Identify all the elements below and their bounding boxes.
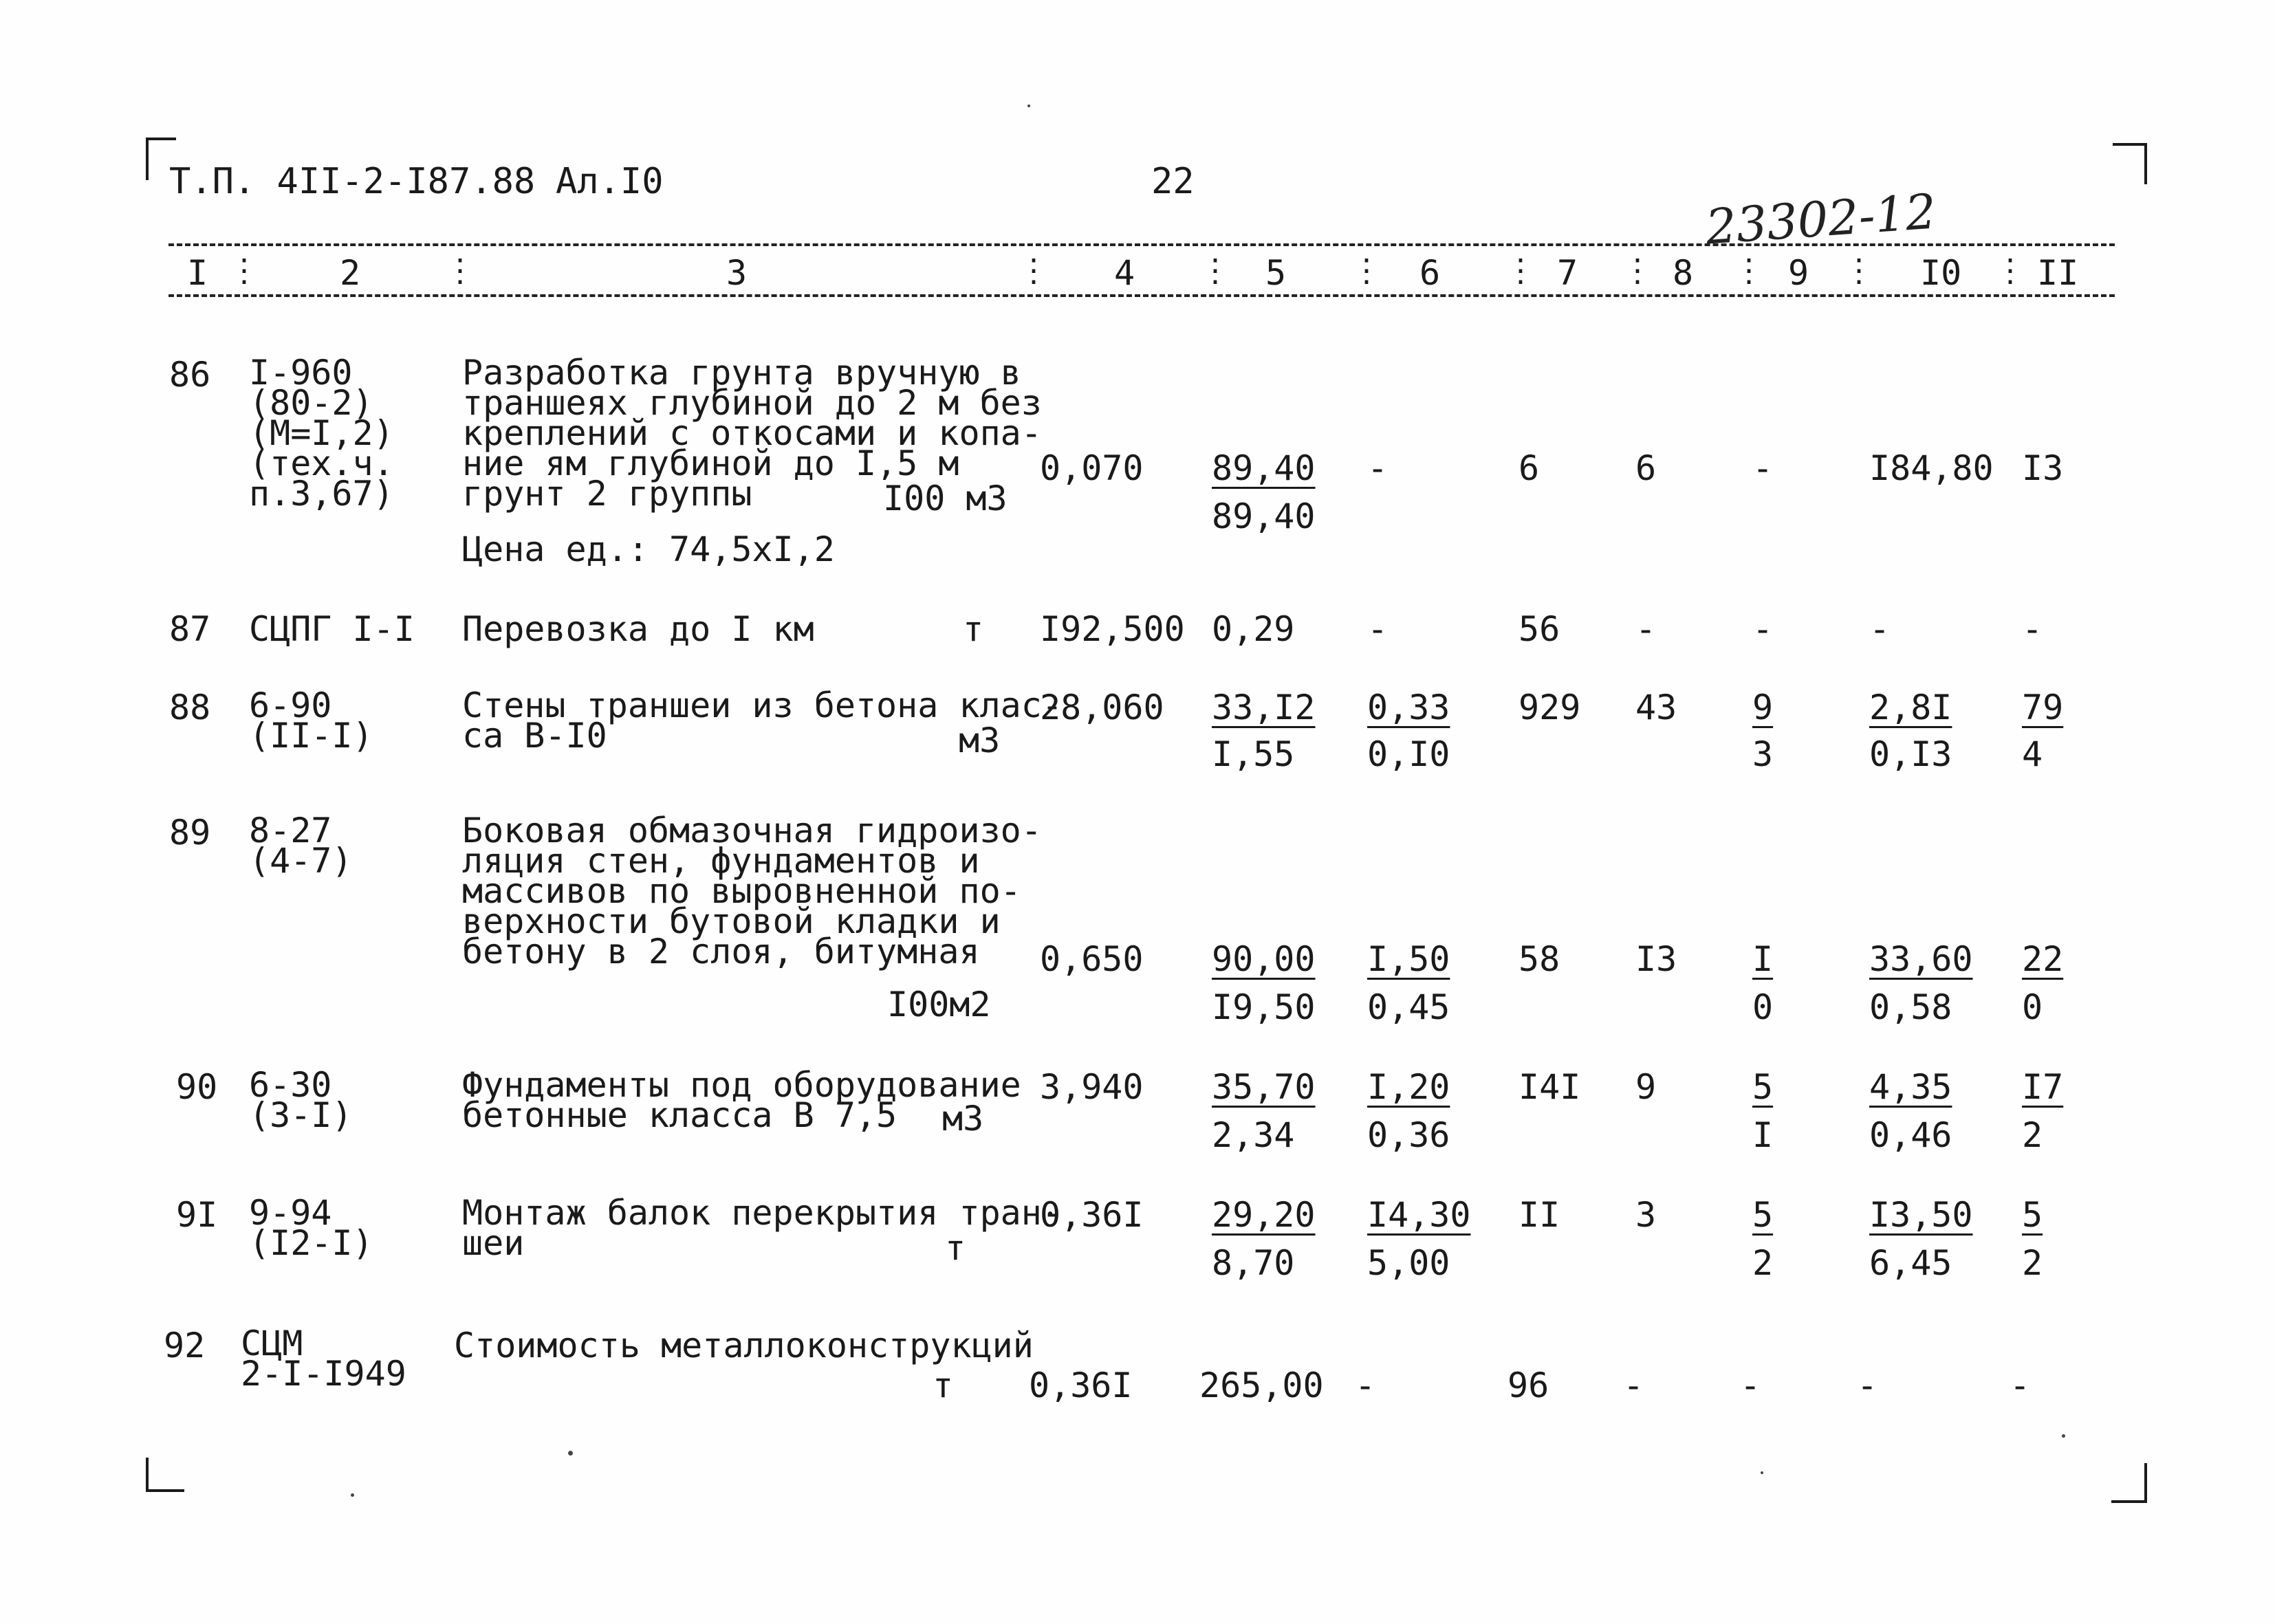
- work-description-line: Стоимость металлоконструкций: [454, 1326, 1034, 1365]
- column-11-top: -: [2010, 1365, 2031, 1405]
- cost-machines-bottom: 0,36: [1367, 1115, 1450, 1155]
- corner-mark-bottom-left: [146, 1458, 149, 1492]
- norm-code-line: 6-90: [249, 685, 332, 725]
- work-description-line: верхности бутовой кладки и: [462, 901, 1001, 941]
- column-9-top: -: [1752, 609, 1774, 649]
- unit-of-measure: т: [933, 1365, 954, 1405]
- cost-machines-top: I,20: [1367, 1067, 1450, 1107]
- norm-code-line: 6-30: [249, 1065, 332, 1105]
- column-9-top: 9: [1752, 688, 1774, 727]
- column-9-bottom: 0: [1752, 987, 1774, 1027]
- norm-code-line: СЦМ: [241, 1324, 303, 1363]
- norm-code-line: I-960: [249, 353, 353, 393]
- scan-speck: [568, 1451, 573, 1456]
- cost-total-bottom: 89,40: [1212, 496, 1316, 536]
- column-11-top: -: [2022, 609, 2043, 649]
- corner-mark-top-left: [146, 138, 176, 140]
- column-9-bottom: I: [1752, 1115, 1774, 1155]
- norm-code-line: (3-I): [249, 1095, 353, 1135]
- cost-total-bottom: 2,34: [1212, 1115, 1295, 1155]
- cost-machines-top: I4,30: [1367, 1195, 1471, 1235]
- cost-total-bottom: I9,50: [1212, 987, 1316, 1027]
- norm-code-line: 9-94: [249, 1193, 332, 1233]
- column-separator: ⋮: [1843, 252, 1875, 289]
- column-number: 2: [340, 253, 361, 293]
- column-number: 7: [1557, 253, 1578, 293]
- column-number: 8: [1673, 253, 1694, 293]
- column-11-top: 22: [2022, 939, 2064, 979]
- column-10-bottom: 0,58: [1869, 987, 1952, 1027]
- column-separator: ⋮: [1018, 252, 1049, 289]
- cost-machines-top: -: [1367, 448, 1389, 488]
- cost-machines-bottom: 0,45: [1367, 987, 1450, 1027]
- column-11-bottom: 4: [2022, 734, 2043, 774]
- column-11-top: I3: [2022, 448, 2064, 488]
- column-8-value: 43: [1635, 688, 1677, 727]
- album-number: Ал.I0: [556, 161, 664, 202]
- corner-mark-top-right: [2144, 143, 2147, 184]
- archive-stamp-number: 23302-12: [1703, 183, 1938, 256]
- unit-of-measure: м3: [959, 721, 1001, 760]
- row-number: 88: [169, 688, 211, 727]
- quantity: 0,070: [1040, 448, 1144, 488]
- quantity: I92,500: [1040, 609, 1185, 649]
- work-description-line: Разработка грунта вручную в: [462, 353, 1021, 393]
- header-rule-bottom: [168, 294, 2115, 297]
- cost-total-top: 89,40: [1212, 448, 1316, 488]
- column-number: I0: [1920, 253, 1962, 293]
- work-description-line: са В-I0: [462, 716, 607, 756]
- quantity: 28,060: [1040, 688, 1164, 727]
- column-8-value: I3: [1635, 939, 1677, 979]
- column-number: 5: [1265, 253, 1287, 293]
- row-number: 92: [164, 1326, 206, 1365]
- norm-code-line: СЦПГ I-I: [249, 609, 415, 649]
- norm-code-line: (4-7): [249, 841, 353, 881]
- column-separator: ⋮: [228, 252, 260, 289]
- column-7-value: II: [1519, 1195, 1560, 1235]
- work-description-line: креплений с откосами и копа-: [462, 413, 1042, 453]
- work-description-line: шеи: [462, 1223, 525, 1263]
- row-number: 90: [176, 1067, 218, 1107]
- norm-code-line: п.3,67): [249, 474, 394, 514]
- column-11-top: 5: [2022, 1195, 2043, 1235]
- column-10-bottom: 0,I3: [1869, 734, 1952, 774]
- unit-of-measure: I00м2: [887, 985, 991, 1024]
- column-10-top: I84,80: [1869, 448, 1994, 488]
- work-description-line: Фундаменты под оборудование: [462, 1065, 1021, 1105]
- column-10-top: -: [1869, 609, 1891, 649]
- column-8-value: -: [1623, 1365, 1644, 1405]
- row-number: 89: [169, 813, 211, 853]
- column-7-value: 6: [1519, 448, 1540, 488]
- column-9-bottom: 3: [1752, 734, 1774, 774]
- column-10-bottom: 6,45: [1869, 1243, 1952, 1283]
- work-description-line: траншеях глубиной до 2 м без: [462, 383, 1042, 423]
- work-description-line: бетонные класса В 7,5: [462, 1095, 897, 1135]
- column-11-bottom: 2: [2022, 1243, 2043, 1283]
- unit-of-measure: т: [963, 609, 984, 649]
- corner-mark-bottom-left: [146, 1489, 184, 1492]
- column-separator: ⋮: [1994, 252, 2026, 289]
- column-7-value: I4I: [1519, 1067, 1581, 1107]
- column-9-top: -: [1752, 448, 1774, 488]
- norm-code-line: 2-I-I949: [241, 1354, 406, 1394]
- norm-code-line: (80-2): [249, 383, 373, 423]
- column-separator: ⋮: [1199, 252, 1231, 289]
- corner-mark-top-left: [146, 138, 149, 180]
- cost-machines-bottom: 5,00: [1367, 1243, 1450, 1283]
- column-10-top: I3,50: [1869, 1195, 1973, 1235]
- column-9-bottom: 2: [1752, 1243, 1774, 1283]
- cost-machines-top: 0,33: [1367, 688, 1450, 727]
- cost-machines-top: -: [1355, 1365, 1376, 1405]
- column-10-top: 4,35: [1869, 1067, 1952, 1107]
- work-description-line: ляция стен, фундаментов и: [462, 841, 980, 881]
- column-number: 3: [726, 253, 748, 293]
- header-rule-top: [168, 243, 2115, 246]
- cost-total-bottom: 8,70: [1212, 1243, 1295, 1283]
- column-8-value: 6: [1635, 448, 1657, 488]
- scan-speck: [2062, 1434, 2065, 1438]
- work-description-line: бетону в 2 слоя, битумная: [462, 932, 980, 972]
- column-10-bottom: 0,46: [1869, 1115, 1952, 1155]
- work-description-line: Стены траншеи из бетона клас-: [462, 685, 1063, 725]
- corner-mark-bottom-right: [2111, 1500, 2147, 1503]
- column-8-value: -: [1635, 609, 1657, 649]
- work-description-line: Монтаж балок перекрытия тран-: [462, 1193, 1063, 1233]
- column-11-bottom: 0: [2022, 987, 2043, 1027]
- cost-total-top: 265,00: [1199, 1365, 1324, 1405]
- column-9-top: 5: [1752, 1067, 1774, 1107]
- unit-of-measure: I00 м3: [883, 479, 1008, 518]
- column-7-value: 58: [1519, 939, 1560, 979]
- column-8-value: 9: [1635, 1067, 1657, 1107]
- row-number: 87: [169, 609, 211, 649]
- column-number: I: [187, 253, 208, 293]
- norm-code-line: (II-I): [249, 716, 373, 756]
- cost-total-top: 35,70: [1212, 1067, 1316, 1107]
- column-7-value: 929: [1519, 688, 1581, 727]
- work-description-line: Перевозка до I км: [462, 609, 814, 649]
- unit-of-measure: т: [945, 1228, 966, 1268]
- quantity: 0,650: [1040, 939, 1144, 979]
- column-11-bottom: 2: [2022, 1115, 2043, 1155]
- work-description-line: грунт 2 группы: [462, 474, 752, 514]
- row-number: 9I: [176, 1195, 218, 1235]
- column-9-top: 5: [1752, 1195, 1774, 1235]
- unit-of-measure: м3: [942, 1099, 984, 1139]
- corner-mark-top-right: [2113, 143, 2147, 146]
- work-description-line: массивов по выровненной по-: [462, 871, 1021, 911]
- column-separator: ⋮: [1622, 252, 1653, 289]
- column-7-value: 96: [1507, 1365, 1549, 1405]
- norm-code-line: (I2-I): [249, 1223, 373, 1263]
- work-description-line: ние ям глубиной до I,5 м: [462, 443, 959, 483]
- work-description-line: Боковая обмазочная гидроизо-: [462, 811, 1042, 851]
- cost-total-top: 90,00: [1212, 939, 1316, 979]
- unit-price-note: Цена ед.: 74,5хI,2: [462, 529, 835, 569]
- quantity: 3,940: [1040, 1067, 1144, 1107]
- norm-code-line: (тех.ч.: [249, 443, 394, 483]
- column-number: II: [2037, 253, 2079, 293]
- norm-code-line: 8-27: [249, 811, 332, 851]
- column-number: 4: [1114, 253, 1135, 293]
- cost-machines-top: -: [1367, 609, 1389, 649]
- column-number: 9: [1788, 253, 1809, 293]
- row-number: 86: [169, 355, 211, 395]
- cost-total-top: 0,29: [1212, 609, 1295, 649]
- cost-total-top: 29,20: [1212, 1195, 1316, 1235]
- column-separator: ⋮: [1733, 252, 1765, 289]
- column-8-value: 3: [1635, 1195, 1657, 1235]
- norm-code-line: (М=I,2): [249, 413, 394, 453]
- column-separator: ⋮: [1351, 252, 1382, 289]
- scan-speck: [351, 1493, 354, 1497]
- column-11-top: I7: [2022, 1067, 2064, 1107]
- column-9-top: -: [1740, 1365, 1761, 1405]
- cost-machines-top: I,50: [1367, 939, 1450, 979]
- column-7-value: 56: [1519, 609, 1560, 649]
- page-number: 22: [1151, 161, 1195, 202]
- scan-speck: [1027, 105, 1030, 107]
- column-10-top: -: [1857, 1365, 1878, 1405]
- cost-machines-bottom: 0,I0: [1367, 734, 1450, 774]
- column-9-top: I: [1752, 939, 1774, 979]
- corner-mark-bottom-right: [2144, 1463, 2147, 1503]
- column-separator: ⋮: [444, 252, 476, 289]
- document-code: Т.П. 4II-2-I87.88: [169, 161, 536, 202]
- scan-speck: [1761, 1471, 1763, 1474]
- quantity: 0,36I: [1040, 1195, 1144, 1235]
- column-number: 6: [1419, 253, 1441, 293]
- column-10-top: 33,60: [1869, 939, 1973, 979]
- column-10-top: 2,8I: [1869, 688, 1952, 727]
- column-separator: ⋮: [1505, 252, 1536, 289]
- column-11-top: 79: [2022, 688, 2064, 727]
- quantity: 0,36I: [1029, 1365, 1133, 1405]
- cost-total-top: 33,I2: [1212, 688, 1316, 727]
- cost-total-bottom: I,55: [1212, 734, 1295, 774]
